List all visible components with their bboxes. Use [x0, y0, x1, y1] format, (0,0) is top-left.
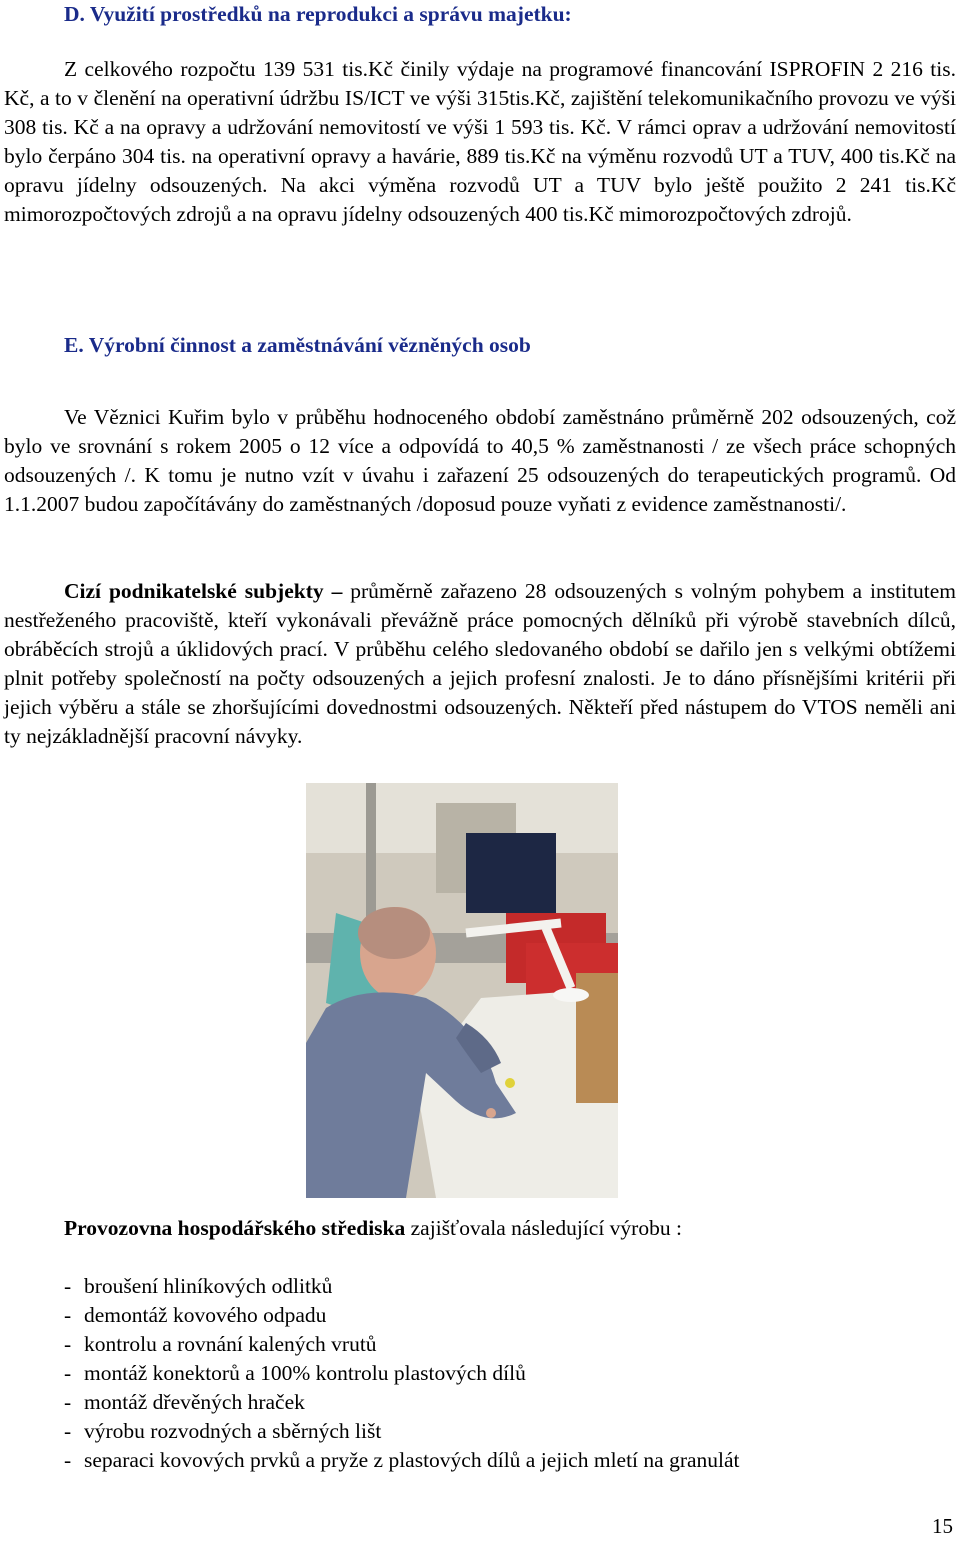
- list-dash: -: [64, 1361, 72, 1385]
- section-e-paragraph-1: Ve Věznici Kuřim bylo v průběhu hodnoceného období zaměstnáno průměrně 202 odsouzených, což bylo ve srovnání s rokem 2005 o 12 více a odpovídá to 40,5 % zaměstnanosti / ze všech práce schopných odsouzených /. K tomu je nutno vzít v úvahu i zařazení 25 odsouzených do terapeutických programů. Od 1.1.2007 budou započítávány do zaměstnaných /doposud pouze vyňati z evidence zaměstnanosti/.: [4, 405, 956, 516]
- provozovna-bold: Provozovna hospodářského střediska: [64, 1216, 406, 1240]
- paragraph-2-text: průměrně zařazeno 28 odsouzených s volným pohybem a institutem nestřeženého pracoviště, kteří vykonávali převážně práce pomocných dělníků při výrobě stavebních dílců, obráběcích strojů a úklidových prací. V průběhu celého sledovaného období se dařilo jen s velkými obtížemi plnit potřeby společností na počty odsouzených a jejich profesní znalosti. Je to dáno přísnějšími kritérii při jejich výběru a stále se zhoršujícími dovednostmi odsouzených. Někteří před nástupem do VTOS neměli ani ty nejzákladnější pracovní návyky.: [4, 579, 956, 748]
- list-item: [64, 1330, 944, 1359]
- provozovna-intro: [64, 1214, 944, 1243]
- workshop-photo: [306, 783, 618, 1198]
- list-dash: -: [64, 1448, 72, 1472]
- list-dash: -: [64, 1390, 72, 1414]
- list-dash: -: [64, 1274, 72, 1298]
- list-item-text: kontrolu a rovnání kalených vrutů: [84, 1332, 377, 1356]
- list-item-text: broušení hliníkových odlitků: [84, 1274, 333, 1298]
- list-dash: -: [64, 1419, 72, 1443]
- list-dash: -: [64, 1303, 72, 1327]
- section-e-paragraph-2: [4, 577, 956, 751]
- list-item: [64, 1272, 944, 1301]
- workshop-photo-image: [306, 783, 618, 1198]
- list-dash: -: [64, 1332, 72, 1356]
- list-item-text: separaci kovových prvků a pryže z plastových dílů a jejich mletí na granulát: [84, 1448, 740, 1472]
- list-item-text: montáž dřevěných hraček: [84, 1390, 305, 1414]
- section-d-paragraph: Z celkového rozpočtu 139 531 tis.Kč činily výdaje na programové financování ISPROFIN 2 216 tis. Kč, a to v členění na operativní údržbu IS/ICT ve výši 315tis.Kč, zajištění telekomunikačního provozu ve výši 308 tis. Kč a na opravy a udržování nemovitostí ve výši 1 593 tis. Kč. V rámci oprav a udržování nemovitostí bylo čerpáno 304 tis. na operativní opravy a havárie, 889 tis.Kč na výměnu rozvodů UT a TUV, 400 tis.Kč na opravu jídelny odsouzených. Na akci výměna rozvodů UT a TUV bylo ještě použito 2 241 tis.Kč mimorozpočtových zdrojů a na opravu jídelny odsouzených 400 tis.Kč mimorozpočtových zdrojů.: [4, 57, 956, 226]
- list-item: [64, 1446, 944, 1475]
- list-item-text: montáž konektorů a 100% kontrolu plastových dílů: [84, 1361, 526, 1385]
- list-item-text: demontáž kovového odpadu: [84, 1303, 327, 1327]
- production-list: [64, 1272, 944, 1475]
- list-item: [64, 1388, 944, 1417]
- list-item: [64, 1301, 944, 1330]
- section-e-heading: E. Výrobní činnost a zaměstnávání vězněných osob: [64, 333, 531, 357]
- list-item-text: výrobu rozvodných a sběrných lišt: [84, 1419, 382, 1443]
- paragraph-2-bold-lead: Cizí podnikatelské subjekty –: [64, 579, 351, 603]
- list-item: [64, 1417, 944, 1446]
- provozovna-text: zajišťovala následující výrobu :: [405, 1216, 682, 1240]
- page-number: 15: [932, 1514, 953, 1538]
- section-d-heading: D. Využití prostředků na reprodukci a správu majetku:: [64, 2, 572, 26]
- list-item: [64, 1359, 944, 1388]
